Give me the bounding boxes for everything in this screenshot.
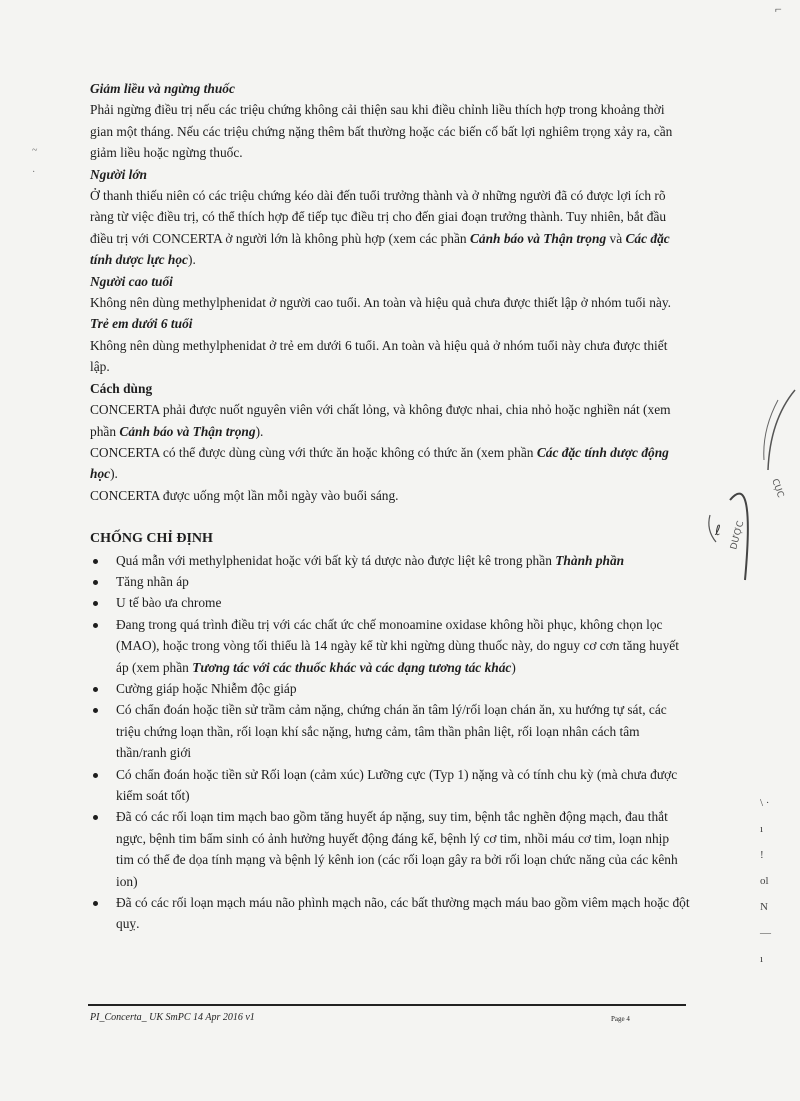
list-item-ref: Tương tác với các thuốc khác và các dạng tương tác khác bbox=[192, 659, 512, 675]
adults-text-part: và bbox=[606, 230, 626, 246]
footer-document-id: PI_Concerta_ UK SmPC 14 Apr 2016 v1 bbox=[90, 1012, 255, 1023]
list-item bbox=[90, 550, 690, 571]
administration-text: CONCERTA có thể được dùng cùng với thức ăn hoặc không có thức ăn (xem phần bbox=[90, 444, 537, 460]
list-item-text: ) bbox=[511, 659, 516, 675]
adults-heading: Người lớn bbox=[90, 166, 147, 182]
list-item-text: Đang trong quá trình điều trị với các chất ức chế monoamine oxidase không hồi phục, không chọn lọc (MAO), hoặc trong vòng tối thiểu là 14 ngày kể từ khi ngừng dùng thuốc này, do nguy cơ cơn tăng huyết áp (xem phần bbox=[116, 616, 679, 675]
dose-reduction-heading: Giảm liều và ngừng thuốc bbox=[90, 81, 235, 96]
list-item bbox=[90, 806, 690, 892]
adults-text-part: Ở thanh thiếu niên có các triệu chứng kéo dài đến tuổi trưởng thành và ở những người đã có được lợi ích rõ ràng từ việc điều trị, có thể thích hợp để tiếp tục điều trị cho đến giai đoạn trưởng thành. Tuy nhiên, bắt đầu điều trị với CONCERTA ở người lớn là không phù hợp (xem các phần bbox=[90, 188, 667, 246]
list-item-text: Có chẩn đoán hoặc tiền sử Rối loạn (cảm xúc) Lưỡng cực (Typ 1) nặng và có tính chu kỳ (mà chưa được kiểm soát tốt) bbox=[116, 766, 678, 803]
footer-page-number: Page 4 bbox=[611, 1015, 630, 1023]
bullet-icon bbox=[93, 580, 98, 585]
list-item bbox=[90, 592, 690, 613]
list-item bbox=[90, 614, 690, 678]
scan-marks-right: \ · ı ǃ ol Ν — ı bbox=[760, 797, 771, 965]
scan-marks-left: ~ · bbox=[32, 145, 38, 178]
footer-divider bbox=[88, 1004, 686, 1006]
list-item bbox=[90, 892, 690, 935]
administration-ref-warnings: Cảnh báo và Thận trọng bbox=[119, 423, 256, 439]
administration-text: ). bbox=[255, 423, 264, 439]
adults-ref-pharmacodynamics: Các đặc tính dược lực học bbox=[90, 230, 670, 268]
bullet-icon bbox=[93, 773, 98, 778]
elderly-text: Không nên dùng methylphenidat ở người cao tuổi. An toàn và hiệu quả chưa được thiết lập ở nhóm tuổi này. bbox=[90, 295, 672, 311]
dose-reduction-text: Phải ngừng điều trị nếu các triệu chứng không cải thiện sau khi điều chỉnh liều thích hợp trong khoảng thời gian một tháng. Nếu các triệu chứng nặng thêm bất thường hoặc các biến cố bất lợi nghiêm trọng xảy ra, cần giảm liều hoặc ngừng thuốc. bbox=[90, 102, 673, 161]
administration-paragraph-1 bbox=[90, 399, 690, 442]
administration-ref-pharmacokinetics: Các đặc tính dược động học bbox=[90, 444, 669, 482]
list-item bbox=[90, 764, 690, 807]
bullet-icon bbox=[93, 687, 98, 692]
adults-ref-warnings: Cảnh báo và Thận trọng bbox=[469, 230, 607, 246]
contraindications-list bbox=[90, 550, 690, 935]
page-content bbox=[90, 78, 690, 935]
contraindications-title: CHỐNG CHỈ ĐỊNH bbox=[90, 531, 213, 547]
bullet-icon bbox=[93, 559, 98, 564]
bullet-icon bbox=[93, 815, 98, 820]
stamp-text: CỤC bbox=[769, 477, 786, 500]
children-text: Không nên dùng methylphenidat ở trẻ em dưới 6 tuổi. An toàn và hiệu quả ở nhóm tuổi này chưa được thiết lập. bbox=[90, 337, 668, 375]
adults-text-part: ). bbox=[188, 252, 196, 268]
list-item bbox=[90, 699, 690, 763]
list-item-text: Quá mẫn với methylphenidat hoặc với bất kỳ tá dược nào được liệt kê trong phần bbox=[116, 552, 556, 568]
list-item-text: Có chẩn đoán hoặc tiền sử trầm cảm nặng, chứng chán ăn tâm lý/rối loạn chán ăn, xu hướng tự sát, các triệu chứng loạn thần, rối loạn khí sắc nặng, hưng cảm, tâm thần phân liệt, rối loạn nhân cách tâm thần/ranh giới bbox=[116, 702, 667, 761]
administration-heading: Cách dùng bbox=[90, 380, 153, 396]
list-item bbox=[90, 678, 690, 699]
bullet-icon bbox=[93, 708, 98, 713]
svg-text:ℓ: ℓ bbox=[715, 523, 721, 539]
bullet-icon bbox=[93, 623, 98, 628]
bullet-icon bbox=[93, 901, 98, 906]
administration-paragraph-3: CONCERTA được uống một lần mỗi ngày vào buổi sáng. bbox=[90, 487, 399, 503]
scan-mark: ⌐ bbox=[775, 2, 782, 16]
stamp-text: DƯỢC bbox=[729, 520, 747, 551]
bullet-icon bbox=[93, 601, 98, 606]
list-item-text: Cường giáp hoặc Nhiễm độc giáp bbox=[116, 680, 297, 696]
list-item-text: U tế bào ưa chrome bbox=[116, 595, 222, 611]
administration-text: CONCERTA phải được nuốt nguyên viên với chất lỏng, và không được nhai, chia nhỏ hoặc nghiền nát (xem phần bbox=[90, 402, 671, 439]
official-stamp-icon bbox=[700, 380, 800, 610]
list-item bbox=[90, 571, 690, 592]
elderly-heading: Người cao tuổi bbox=[90, 273, 173, 289]
administration-paragraph-2 bbox=[90, 442, 690, 485]
administration-text: ). bbox=[110, 466, 118, 482]
list-item-text: Đã có các rối loạn tim mạch bao gồm tăng huyết áp nặng, suy tim, bệnh tắc nghẽn động mạch, đau thắt ngực, bệnh tim bẩm sinh có ảnh hưởng huyết động đáng kể, bệnh lý cơ tim, nhồi máu cơ tim, loạn nhịp tim có thể đe dọa tính mạng và bệnh lý kênh ion (các rối loạn gây ra bởi rối loạn chức năng của các kênh ion) bbox=[116, 809, 678, 889]
adults-text bbox=[90, 185, 690, 271]
children-heading: Trẻ em dưới 6 tuổi bbox=[90, 316, 193, 332]
list-item-text: Tăng nhãn áp bbox=[116, 573, 189, 589]
list-item-ref: Thành phần bbox=[555, 552, 625, 568]
list-item-text: Đã có các rối loạn mạch máu não phình mạch não, các bất thường mạch máu bao gồm viêm mạch hoặc đột quỵ. bbox=[116, 895, 690, 932]
